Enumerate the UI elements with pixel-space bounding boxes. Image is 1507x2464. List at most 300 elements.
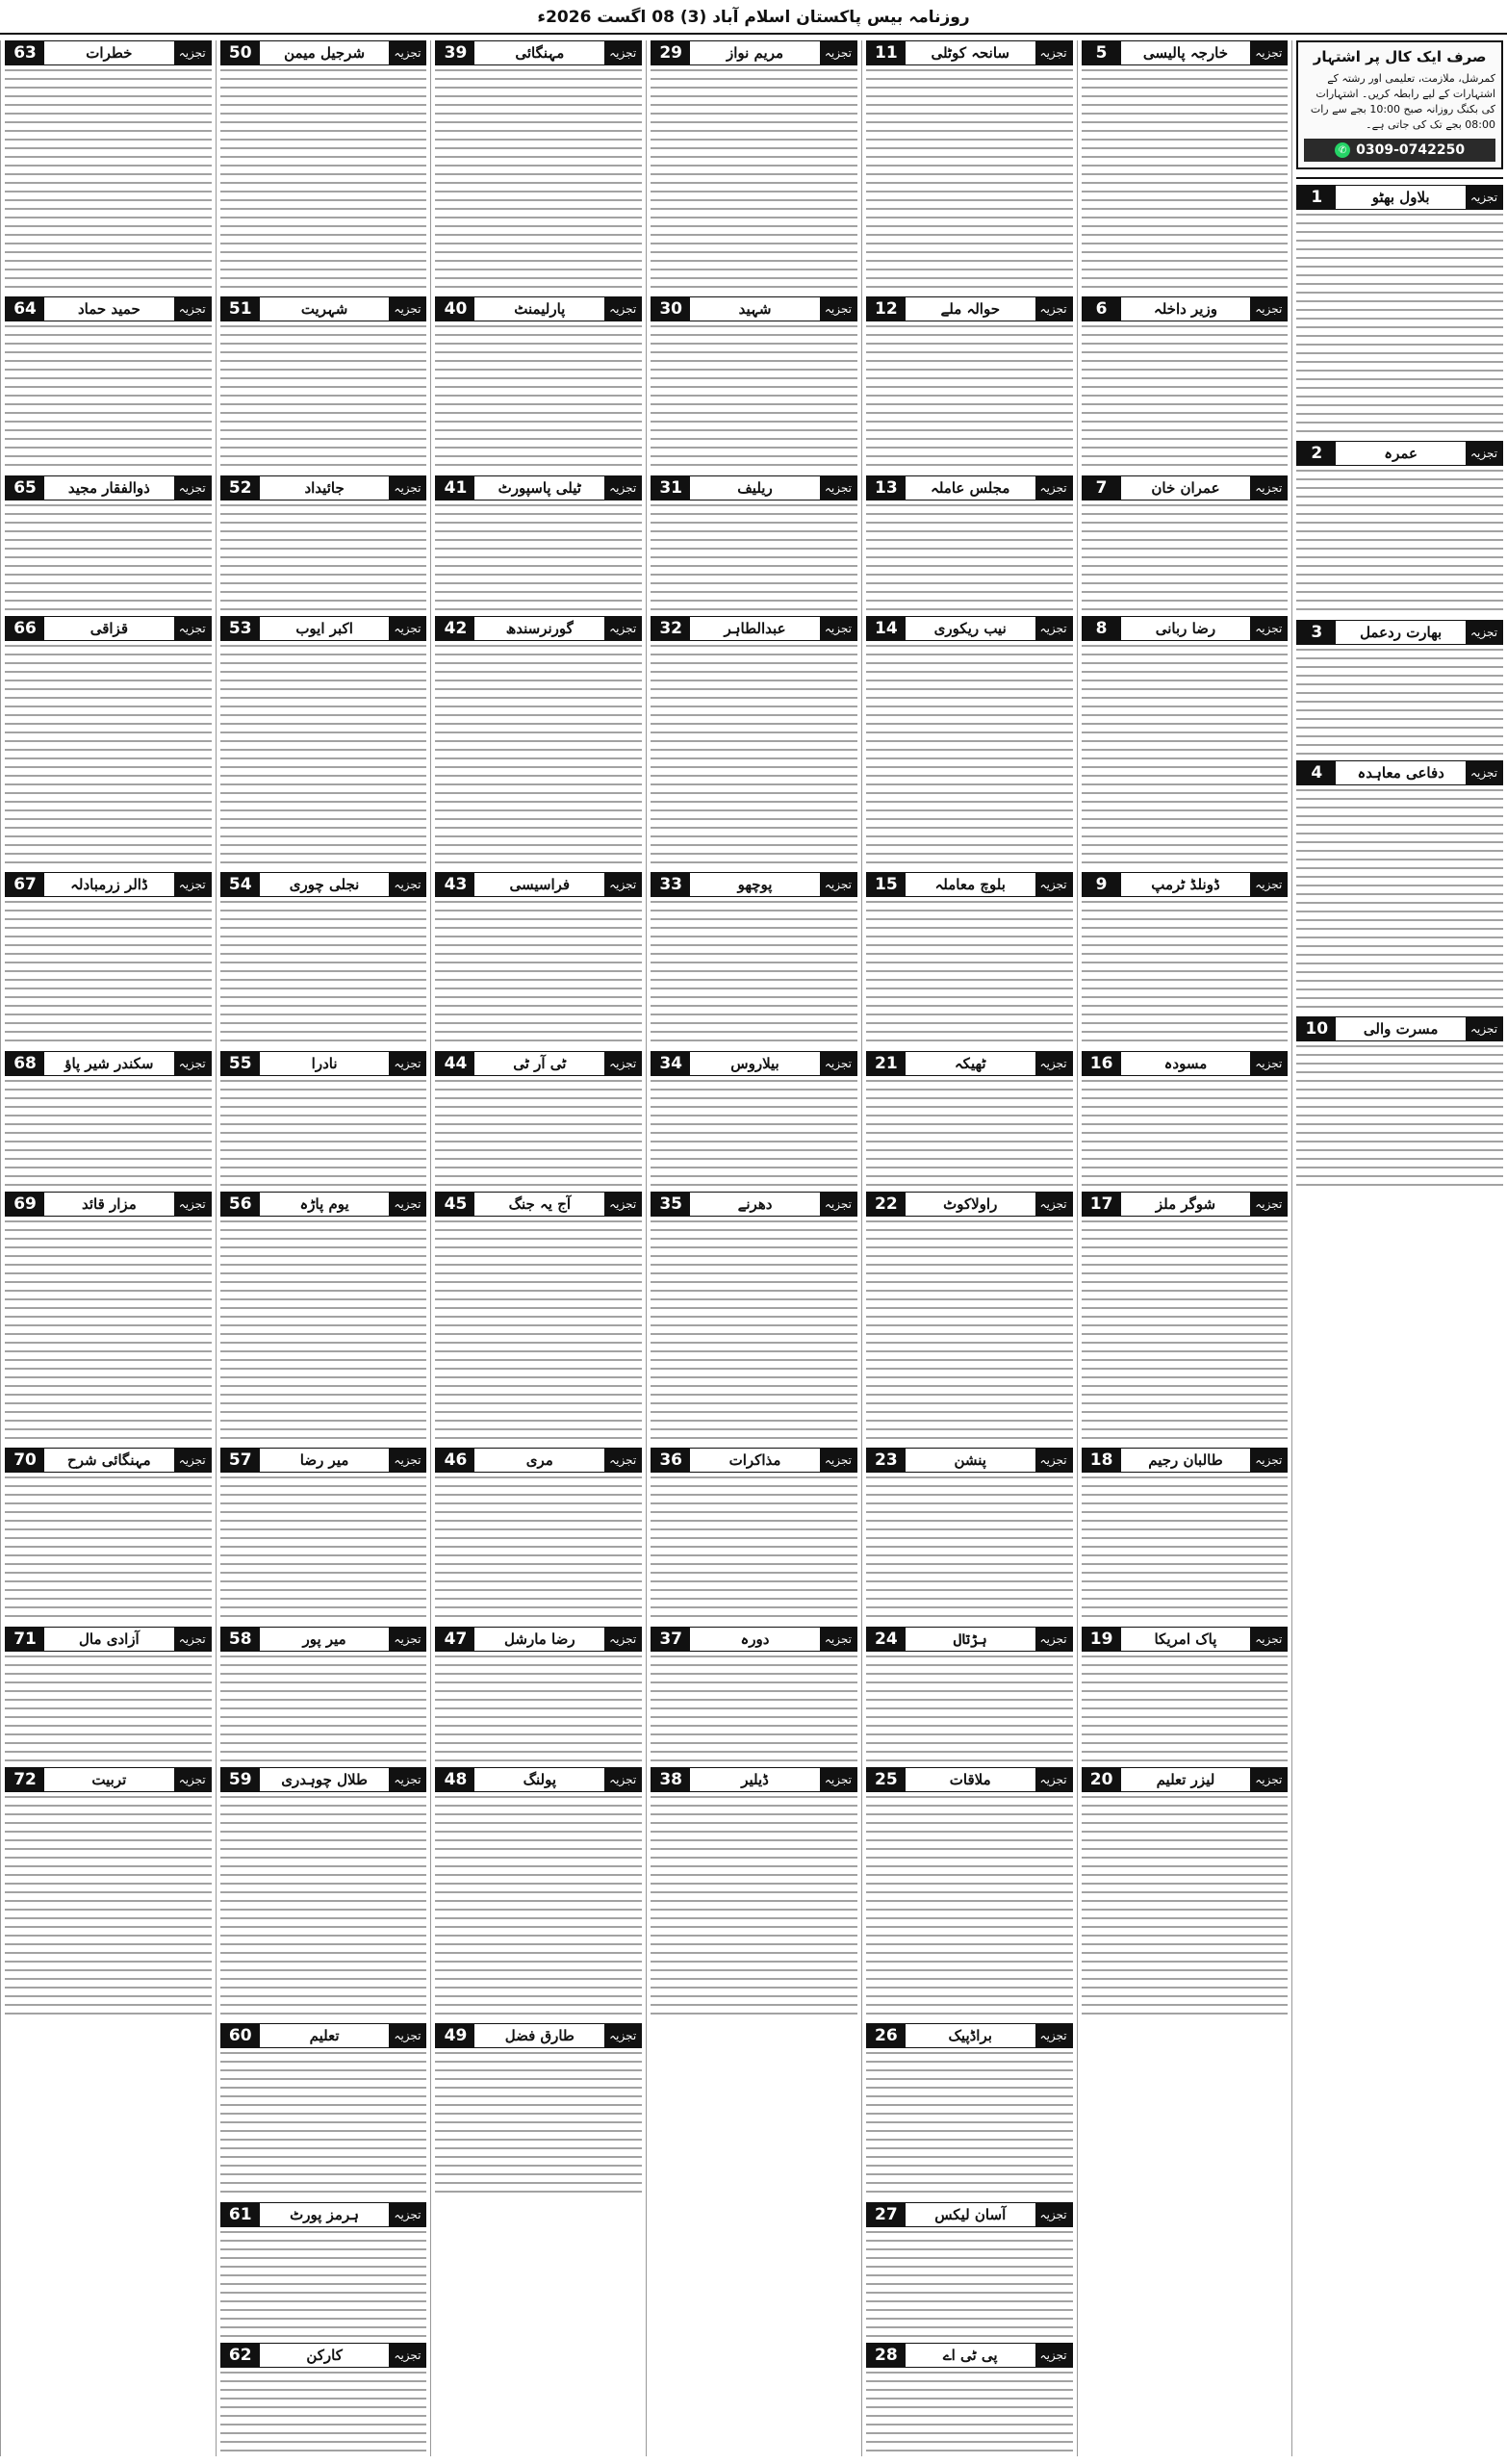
news-title: میر رضا (299, 1451, 349, 1469)
news-title: پنشن (954, 1451, 986, 1469)
text-lines (220, 2372, 427, 2456)
news-title: مذاکرات (728, 1451, 781, 1469)
news-heading[interactable] (220, 2202, 427, 2227)
news-number: 39 (436, 41, 474, 64)
news-title: نادرا (311, 1055, 338, 1072)
news-heading[interactable] (435, 1051, 642, 1076)
news-number: 23 (867, 1449, 906, 1472)
news-tag: تجزیہ (174, 476, 211, 500)
text-lines (1296, 214, 1503, 435)
text-lines (1296, 789, 1503, 1011)
news-tag: تجزیہ (389, 41, 425, 64)
news-body-text (866, 1220, 1073, 1442)
text-lines (651, 645, 857, 866)
news-heading[interactable] (651, 40, 857, 65)
news-heading[interactable] (866, 1627, 1073, 1652)
news-title: مہنگائی (515, 44, 565, 62)
news-item (435, 616, 642, 866)
news-heading[interactable] (1082, 872, 1289, 897)
news-heading[interactable] (1296, 441, 1503, 466)
news-heading[interactable] (1082, 1051, 1289, 1076)
news-number: 54 (221, 873, 260, 896)
text-lines (220, 645, 427, 866)
news-heading[interactable] (220, 1192, 427, 1217)
news-title: عبدالطاہر (724, 620, 786, 637)
news-tag: تجزیہ (1035, 1628, 1072, 1651)
news-heading[interactable] (1296, 760, 1503, 785)
news-title: راولاکوٹ (943, 1195, 998, 1213)
news-number: 66 (6, 617, 44, 640)
news-heading[interactable] (220, 1051, 427, 1076)
news-title: ٹیلی پاسپورٹ (498, 479, 581, 497)
news-body-text (220, 2231, 427, 2337)
news-tag: تجزیہ (820, 1193, 856, 1216)
news-tag: تجزیہ (820, 873, 856, 896)
news-title: بیلاروس (730, 1055, 779, 1072)
news-heading[interactable] (866, 475, 1073, 500)
text-lines (866, 69, 1073, 291)
news-tag: تجزیہ (389, 873, 425, 896)
news-body-text (220, 2052, 427, 2196)
news-item (1082, 1192, 1289, 1442)
news-title: طالبان رجیم (1148, 1451, 1223, 1469)
news-heading[interactable] (866, 1767, 1073, 1792)
text-lines (5, 1080, 212, 1186)
text-lines (220, 1796, 427, 2017)
text-lines (1082, 1080, 1289, 1186)
news-heading[interactable] (866, 2202, 1073, 2227)
text-lines (220, 1080, 427, 1186)
news-number: 45 (436, 1193, 474, 1216)
news-title: آزادی مال (79, 1630, 140, 1648)
news-number: 57 (221, 1449, 260, 1472)
news-number: 24 (867, 1628, 906, 1651)
text-lines (220, 2052, 427, 2196)
news-body-text (5, 901, 212, 1045)
news-heading[interactable] (866, 616, 1073, 641)
news-title: ریلیف (737, 479, 773, 497)
news-item (5, 296, 212, 470)
news-heading[interactable] (866, 2343, 1073, 2368)
news-item (220, 1192, 427, 1442)
news-heading[interactable] (435, 2023, 642, 2048)
news-item (651, 1627, 857, 1761)
news-number: 58 (221, 1628, 260, 1651)
news-number: 10 (1297, 1017, 1336, 1040)
news-title: مریم نواز (726, 44, 784, 62)
text-lines (220, 504, 427, 610)
news-number: 21 (867, 1052, 906, 1075)
news-body-text (5, 1080, 212, 1186)
text-lines (1082, 504, 1289, 610)
news-tag: تجزیہ (604, 41, 641, 64)
news-title: براڈپیک (948, 2027, 992, 2044)
news-title: حمید حماد (77, 300, 140, 318)
news-number: 30 (651, 297, 690, 321)
news-heading[interactable] (1082, 1448, 1289, 1473)
whatsapp-icon: ✆ (1335, 142, 1350, 158)
news-title: عمران خان (1151, 479, 1220, 497)
news-item (220, 616, 427, 866)
news-body-text (1082, 1080, 1289, 1186)
news-heading[interactable] (5, 1051, 212, 1076)
news-heading[interactable] (435, 1192, 642, 1217)
news-tag: تجزیہ (1035, 1193, 1072, 1216)
news-title: دھرنے (737, 1195, 773, 1213)
news-title: دورہ (740, 1630, 770, 1648)
news-body-text (1082, 645, 1289, 866)
news-number: 68 (6, 1052, 44, 1075)
news-number: 37 (651, 1628, 690, 1651)
news-heading[interactable] (1082, 1627, 1289, 1652)
news-heading[interactable] (220, 872, 427, 897)
news-number: 40 (436, 297, 474, 321)
news-tag: تجزیہ (820, 1628, 856, 1651)
text-lines (435, 325, 642, 470)
news-number: 12 (867, 297, 906, 321)
news-heading[interactable] (651, 1051, 857, 1076)
text-lines (1082, 1476, 1289, 1621)
news-body-text (866, 1796, 1073, 2017)
news-heading[interactable] (5, 1448, 212, 1473)
news-heading[interactable] (435, 475, 642, 500)
news-body-text (1082, 1796, 1289, 2017)
news-heading[interactable] (5, 616, 212, 641)
news-title: ملاقات (949, 1771, 991, 1788)
news-item (651, 1448, 857, 1621)
news-number: 8 (1083, 617, 1121, 640)
text-lines (651, 1080, 857, 1186)
text-lines (220, 325, 427, 470)
news-number: 20 (1083, 1768, 1121, 1791)
news-heading[interactable] (220, 1767, 427, 1792)
news-tag: تجزیہ (389, 1768, 425, 1791)
news-body-text (866, 2372, 1073, 2456)
text-lines (5, 1476, 212, 1621)
news-body-text (435, 1476, 642, 1621)
news-heading[interactable] (651, 1767, 857, 1792)
news-heading[interactable] (5, 1767, 212, 1792)
news-body-text (5, 1656, 212, 1761)
news-item (5, 616, 212, 866)
news-tag: تجزیہ (1035, 1052, 1072, 1075)
news-tag: تجزیہ (174, 873, 211, 896)
news-body-text (435, 901, 642, 1045)
news-body-text (5, 1220, 212, 1442)
news-heading[interactable] (435, 616, 642, 641)
news-heading[interactable] (1082, 616, 1289, 641)
news-body-text (5, 1796, 212, 2017)
news-heading[interactable] (435, 872, 642, 897)
news-number: 49 (436, 2024, 474, 2047)
text-lines (435, 1220, 642, 1442)
news-title: شوگر ملز (1155, 1195, 1216, 1213)
news-body-text (1082, 901, 1289, 1045)
text-lines (651, 1656, 857, 1761)
news-heading[interactable] (651, 1192, 857, 1217)
text-lines (651, 1220, 857, 1442)
news-item (220, 475, 427, 610)
news-number: 60 (221, 2024, 260, 2047)
news-number: 16 (1083, 1052, 1121, 1075)
news-body-text (651, 1080, 857, 1186)
news-item (651, 1051, 857, 1186)
text-lines (435, 1656, 642, 1761)
ad-phone[interactable] (1304, 139, 1495, 162)
news-heading[interactable] (1296, 185, 1503, 210)
text-lines (651, 325, 857, 470)
text-lines (435, 2052, 642, 2196)
news-heading[interactable] (651, 1627, 857, 1652)
news-item (651, 40, 857, 291)
news-heading[interactable] (220, 1448, 427, 1473)
news-heading[interactable] (1296, 1016, 1503, 1041)
text-lines (1082, 645, 1289, 866)
news-item (5, 1192, 212, 1442)
news-number: 5 (1083, 41, 1121, 64)
news-title: مہنگائی شرح (67, 1451, 151, 1469)
news-number: 14 (867, 617, 906, 640)
news-heading[interactable] (5, 475, 212, 500)
text-lines (1082, 69, 1289, 291)
text-lines (1296, 649, 1503, 755)
news-item (1296, 1016, 1503, 1190)
news-heading[interactable] (435, 1448, 642, 1473)
news-title: پاک امریکا (1154, 1630, 1217, 1648)
news-tag: تجزیہ (1035, 41, 1072, 64)
news-item (866, 1767, 1073, 2017)
news-item (866, 616, 1073, 866)
text-lines (1296, 1045, 1503, 1190)
news-heading[interactable] (435, 296, 642, 321)
news-number: 3 (1297, 621, 1336, 644)
news-heading[interactable] (220, 2343, 427, 2368)
news-title: شہید (738, 300, 772, 318)
news-item (5, 40, 212, 291)
news-title: آج یہ جنگ (508, 1195, 572, 1213)
news-body-text (1296, 1045, 1503, 1190)
news-title: لیزر تعلیم (1156, 1771, 1215, 1788)
news-tag: تجزیہ (1035, 2024, 1072, 2047)
news-tag: تجزیہ (604, 2024, 641, 2047)
news-heading[interactable] (866, 40, 1073, 65)
text-lines (220, 1476, 427, 1621)
news-heading[interactable] (5, 296, 212, 321)
text-lines (1082, 901, 1289, 1045)
news-heading[interactable] (5, 40, 212, 65)
news-body-text (5, 504, 212, 610)
news-heading[interactable] (220, 475, 427, 500)
news-number: 25 (867, 1768, 906, 1791)
news-number: 69 (6, 1193, 44, 1216)
news-heading[interactable] (435, 1627, 642, 1652)
news-heading[interactable] (651, 872, 857, 897)
news-heading[interactable] (5, 872, 212, 897)
news-tag: تجزیہ (1250, 1193, 1287, 1216)
news-tag: تجزیہ (389, 476, 425, 500)
news-number: 56 (221, 1193, 260, 1216)
text-lines (5, 1220, 212, 1442)
news-item (866, 475, 1073, 610)
news-tag: تجزیہ (389, 1449, 425, 1472)
news-item (866, 40, 1073, 291)
text-lines (5, 325, 212, 470)
news-body-text (220, 1220, 427, 1442)
news-item (220, 1627, 427, 1761)
news-item (220, 296, 427, 470)
news-body-text (1082, 1476, 1289, 1621)
news-tag: تجزیہ (820, 1449, 856, 1472)
news-heading[interactable] (220, 616, 427, 641)
text-lines (5, 1796, 212, 2017)
news-item (866, 296, 1073, 470)
news-heading[interactable] (220, 1627, 427, 1652)
news-heading[interactable] (220, 2023, 427, 2048)
news-heading[interactable] (1082, 296, 1289, 321)
news-tag: تجزیہ (604, 1449, 641, 1472)
news-tag: تجزیہ (820, 297, 856, 321)
news-heading[interactable] (651, 296, 857, 321)
news-tag: تجزیہ (1250, 1628, 1287, 1651)
news-heading[interactable] (1296, 620, 1503, 645)
text-lines (866, 2052, 1073, 2196)
news-number: 52 (221, 476, 260, 500)
news-tag: تجزیہ (389, 2344, 425, 2367)
news-title: شہریت (300, 300, 348, 318)
news-item (435, 1767, 642, 2017)
text-lines (866, 1476, 1073, 1621)
news-body-text (435, 1080, 642, 1186)
news-heading[interactable] (866, 1192, 1073, 1217)
news-title: قزاقی (89, 620, 129, 637)
text-lines (220, 1656, 427, 1761)
news-tag: تجزیہ (1250, 1768, 1287, 1791)
news-number: 50 (221, 41, 260, 64)
news-tag: تجزیہ (1035, 1768, 1072, 1791)
news-heading[interactable] (1082, 1767, 1289, 1792)
news-body-text (220, 2372, 427, 2456)
news-tag: تجزیہ (1035, 1449, 1072, 1472)
news-item (1082, 475, 1289, 610)
news-tag: تجزیہ (1035, 476, 1072, 500)
news-title: حوالہ ملے (940, 300, 1000, 318)
news-title: نیب ریکوری (933, 620, 1007, 637)
news-body-text (220, 325, 427, 470)
masthead-text: روزنامہ بیس پاکستان اسلام آباد (3) 08 اگست 2026ء (537, 7, 970, 27)
text-lines (651, 901, 857, 1045)
news-heading[interactable] (651, 1448, 857, 1473)
news-tag: تجزیہ (1250, 297, 1287, 321)
news-tag: تجزیہ (1035, 873, 1072, 896)
news-heading[interactable] (220, 40, 427, 65)
news-body-text (1296, 470, 1503, 614)
news-number: 41 (436, 476, 474, 500)
news-body-text (651, 1796, 857, 2017)
news-tag: تجزیہ (174, 1768, 211, 1791)
news-item (5, 1767, 212, 2017)
news-body-text (435, 2052, 642, 2196)
news-heading[interactable] (866, 296, 1073, 321)
news-item (1082, 1627, 1289, 1761)
news-number: 22 (867, 1193, 906, 1216)
news-body-text (866, 2052, 1073, 2196)
news-tag: تجزیہ (389, 297, 425, 321)
news-body-text (435, 645, 642, 866)
news-body-text (435, 1796, 642, 2017)
news-number: 11 (867, 41, 906, 64)
text-lines (5, 504, 212, 610)
news-number: 44 (436, 1052, 474, 1075)
news-title: خارجہ پالیسی (1142, 44, 1228, 62)
news-heading[interactable] (435, 40, 642, 65)
news-heading[interactable] (651, 616, 857, 641)
news-heading[interactable] (866, 1448, 1073, 1473)
news-heading[interactable] (866, 2023, 1073, 2048)
news-title: مجلس عاملہ (931, 479, 1010, 497)
text-lines (220, 1220, 427, 1442)
news-heading[interactable] (1082, 1192, 1289, 1217)
text-lines (651, 69, 857, 291)
text-lines (866, 901, 1073, 1045)
news-tag: تجزیہ (820, 617, 856, 640)
news-heading[interactable] (866, 872, 1073, 897)
news-number: 7 (1083, 476, 1121, 500)
news-title: مسرت والی (1363, 1020, 1439, 1038)
news-title: ڈالر زرمبادلہ (70, 876, 148, 893)
news-body-text (220, 1080, 427, 1186)
news-number: 4 (1297, 761, 1336, 784)
news-heading[interactable] (5, 1192, 212, 1217)
news-heading[interactable] (435, 1767, 642, 1792)
news-heading[interactable] (220, 296, 427, 321)
news-tag: تجزیہ (604, 617, 641, 640)
news-body-text (1082, 69, 1289, 291)
news-number: 28 (867, 2344, 906, 2367)
news-heading[interactable] (866, 1051, 1073, 1076)
news-body-text (220, 1796, 427, 2017)
news-heading[interactable] (651, 475, 857, 500)
news-number: 55 (221, 1052, 260, 1075)
news-item (435, 475, 642, 610)
news-heading[interactable] (1082, 475, 1289, 500)
news-tag: تجزیہ (174, 41, 211, 64)
news-title: رضا مارشل (504, 1630, 575, 1648)
news-body-text (651, 1656, 857, 1761)
news-item (651, 475, 857, 610)
news-body-text (866, 2231, 1073, 2337)
news-number: 1 (1297, 186, 1336, 209)
news-item (220, 2023, 427, 2196)
news-body-text (1082, 504, 1289, 610)
news-tag: تجزیہ (1250, 1449, 1287, 1472)
news-tag: تجزیہ (1250, 1052, 1287, 1075)
news-item (435, 1051, 642, 1186)
news-heading[interactable] (1082, 40, 1289, 65)
news-title: طلال چوہدری (281, 1771, 368, 1788)
news-title: ہرمز پورٹ (290, 2206, 360, 2223)
news-item (1082, 40, 1289, 291)
news-tag: تجزیہ (389, 2203, 425, 2226)
news-number: 17 (1083, 1193, 1121, 1216)
news-heading[interactable] (5, 1627, 212, 1652)
news-item (1082, 1767, 1289, 2017)
news-tag: تجزیہ (604, 1628, 641, 1651)
text-lines (866, 2231, 1073, 2337)
text-lines (1082, 325, 1289, 470)
news-title: بلاول بھٹو (1371, 189, 1430, 206)
news-title: طارق فضل (504, 2027, 575, 2044)
text-lines (5, 1656, 212, 1761)
